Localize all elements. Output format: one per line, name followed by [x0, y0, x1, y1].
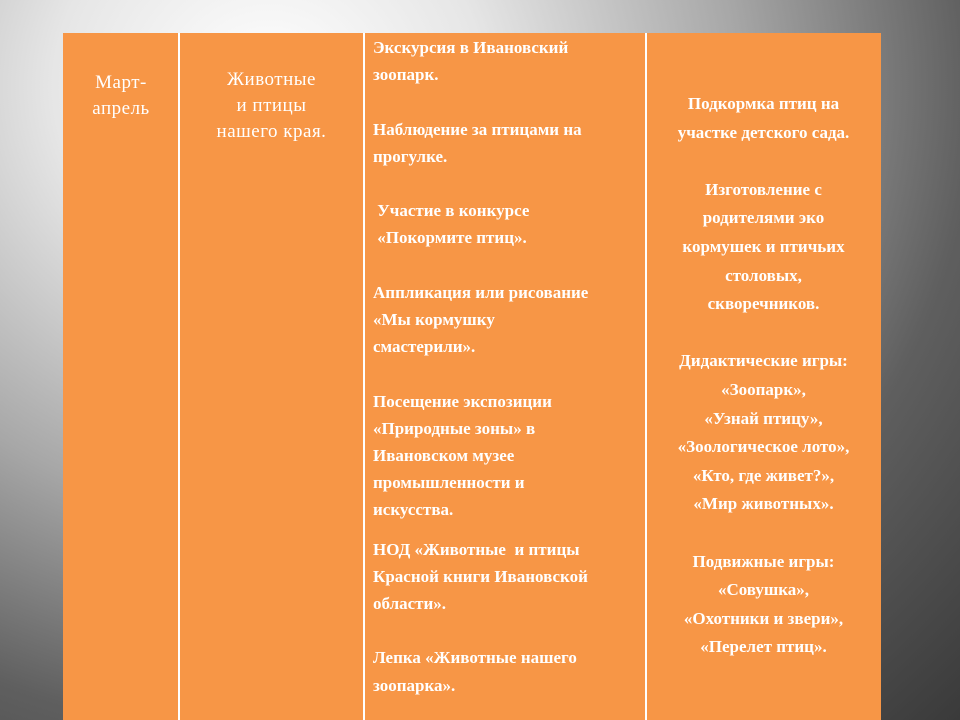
work-line: «Охотники и звери»,: [683, 608, 844, 628]
work-line: «Зоологическое лото»,: [677, 437, 850, 457]
event-line: «Природные зоны» в: [373, 418, 536, 438]
work-line: «Мир животных».: [693, 494, 834, 514]
events-cell: [364, 33, 646, 720]
work-line: родителями эко: [702, 208, 825, 228]
event-line: НОД «Животные и птицы: [373, 539, 580, 559]
work-cell: [646, 33, 881, 720]
event-line: зоопарк.: [373, 65, 439, 85]
work-line: Подвижные игры:: [692, 551, 835, 571]
event-line: области».: [373, 594, 447, 613]
work-list: [646, 90, 881, 662]
event-line: Лепка «Животные нашего: [373, 648, 577, 668]
work-line: скворечников.: [707, 294, 820, 314]
event-line: Участие в конкурсе: [373, 201, 530, 221]
period-text: [63, 70, 179, 122]
event-line: Экскурсия в Ивановский: [373, 38, 569, 57]
period-cell: [63, 33, 179, 720]
event-line: Ивановском музее: [373, 445, 515, 465]
work-line: «Перелет птиц».: [700, 637, 827, 657]
event-line: зоопарка».: [373, 675, 456, 695]
event-line: искусства.: [373, 500, 454, 520]
period-line: апрель: [92, 98, 150, 119]
topic-cell: [179, 33, 364, 720]
event-line: Посещение экспозиции: [373, 391, 552, 411]
work-line: Подкормка птиц на: [687, 94, 840, 113]
event-line: Аппликация или рисование: [373, 282, 589, 302]
work-line: участке детского сада.: [677, 122, 850, 142]
events-list: [373, 34, 643, 699]
topic-line: и птицы: [236, 95, 307, 116]
event-line: «Покормите птиц».: [373, 228, 527, 248]
event-line: «Мы кормушку: [373, 309, 495, 329]
topic-line: нашего края.: [216, 121, 327, 142]
event-line: Красной книги Ивановской: [373, 566, 588, 586]
period-line: Март-: [95, 72, 147, 93]
work-line: кормушек и птичьих: [682, 236, 845, 256]
event-line: прогулке.: [373, 146, 448, 166]
work-line: столовых,: [725, 265, 802, 285]
work-line: «Совушка»,: [717, 580, 810, 600]
topic-line: Животные: [227, 69, 316, 90]
event-line: смастерили».: [373, 337, 476, 357]
work-line: «Зоопарк»,: [721, 379, 806, 399]
work-line: Изготовление с: [705, 179, 822, 199]
event-line: Наблюдение за птицами на: [373, 119, 582, 139]
topic-text: [179, 67, 364, 145]
work-line: «Узнай птицу»,: [704, 408, 823, 428]
event-line: промышленности и: [373, 473, 525, 493]
work-line: Дидактические игры:: [679, 351, 848, 371]
work-line: «Кто, где живет?»,: [692, 465, 835, 485]
activity-table: [63, 33, 881, 720]
